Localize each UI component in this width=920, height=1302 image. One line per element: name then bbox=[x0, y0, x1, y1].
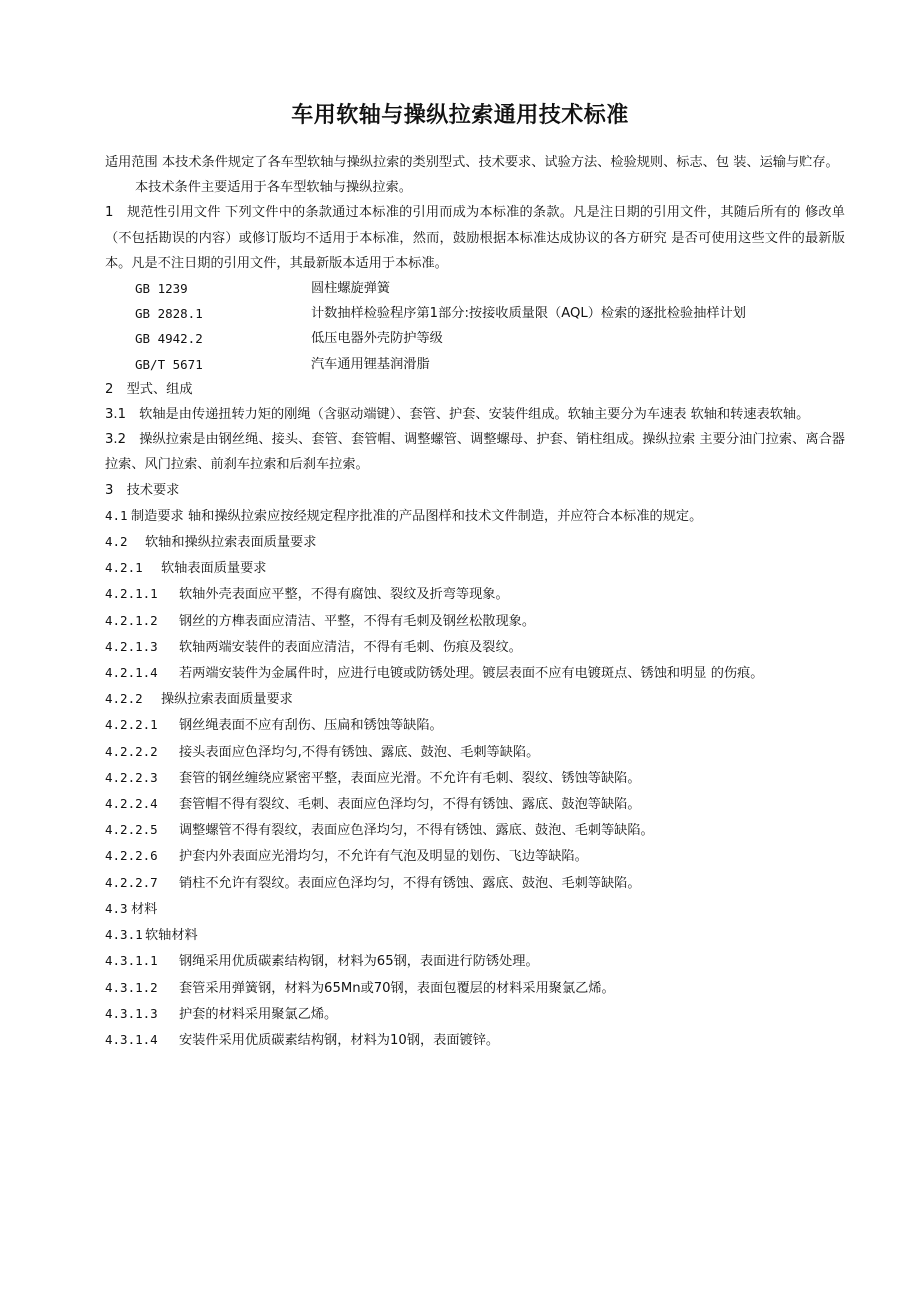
scope-applicability: 本技术条件主要适用于各车型软轴与操纵拉索。 bbox=[135, 180, 412, 196]
scope-paragraph: 适用范围 本技术条件规定了各车型软轴与操纵拉索的类别型式、技术要求、试验方法、检验规则、标志、包 装、运输与贮存。 bbox=[105, 155, 839, 170]
clause-line bbox=[105, 896, 845, 922]
clause-number: 4.2.1.3 bbox=[105, 638, 158, 654]
reference-code: GB/T 5671 bbox=[135, 356, 203, 372]
clause-3-2: 3.2 操纵拉索是由钢丝绳、接头、套管、套管帽、调整螺管、调整螺母、护套、销柱组成。操纵拉索 主要分油门拉索、离合器拉索、风门拉索、前刹车拉索和后刹车拉索。 bbox=[105, 432, 845, 473]
clause-number: 4.1 bbox=[105, 507, 128, 523]
clause-line bbox=[105, 843, 845, 869]
clause-number: 4.3 bbox=[105, 900, 128, 916]
clause-line bbox=[105, 555, 845, 581]
reference-row bbox=[105, 301, 845, 326]
clause-number: 4.3.1.4 bbox=[105, 1031, 158, 1047]
clause-number: 4.2.2.1 bbox=[105, 717, 158, 733]
clause-line bbox=[105, 634, 845, 660]
reference-code: GB 2828.1 bbox=[135, 306, 203, 322]
clause-number: 4.3.1 bbox=[105, 927, 143, 943]
clause-text: 钢丝绳表面不应有刮伤、压扁和锈蚀等缺陷。 bbox=[179, 718, 443, 734]
reference-name: 计数抽样检验程序第1部分:按接收质量限（AQL）检索的逐批检验抽样计划 bbox=[311, 306, 746, 322]
clause-number: 4.3.1.3 bbox=[105, 1005, 158, 1021]
clause-number: 4.2 bbox=[105, 534, 128, 550]
clause-3-1: 3.1 软轴是由传递扭转力矩的刚绳（含驱动端键）、套管、护套、安装件组成。软轴主要分为车速表 软轴和转速表软轴。 bbox=[105, 407, 810, 423]
clause-line bbox=[105, 660, 845, 686]
clause-line bbox=[105, 975, 845, 1001]
clause-text: 接头表面应色泽均匀,不得有锈蚀、露底、鼓泡、毛刺等缺陷。 bbox=[179, 744, 540, 760]
clause-number: 4.2.2.6 bbox=[105, 848, 158, 864]
clause-line bbox=[105, 1027, 845, 1053]
clause-text: 销柱不允许有裂纹。表面应色泽均匀，不得有锈蚀、露底、鼓泡、毛刺等缺陷。 bbox=[179, 875, 641, 891]
clause-number: 4.2.1.2 bbox=[105, 612, 158, 628]
clause-number: 4.2.2.7 bbox=[105, 874, 158, 890]
reference-name: 圆柱螺旋弹簧 bbox=[311, 281, 391, 297]
clause-line bbox=[105, 739, 845, 765]
reference-row bbox=[105, 352, 845, 377]
clause-text: 软轴材料 bbox=[145, 928, 198, 944]
clause-line bbox=[105, 870, 845, 896]
clause-number: 4.2.1 bbox=[105, 560, 143, 576]
clause-text: 若两端安装件为金属件时，应进行电镀或防锈处理。镀层表面不应有电镀斑点、锈蚀和明显 的伤痕。 bbox=[179, 666, 764, 682]
reference-name: 低压电器外壳防护等级 bbox=[311, 331, 443, 347]
clause-text: 套管采用弹簧钢，材料为65Mn或70钢，表面包覆层的材料采用聚氯乙烯。 bbox=[179, 980, 615, 996]
clause-line bbox=[105, 1001, 845, 1027]
clause-line bbox=[105, 817, 845, 843]
reference-name: 汽车通用锂基润滑脂 bbox=[311, 356, 430, 372]
clause-number: 4.2.2.3 bbox=[105, 769, 158, 785]
clause-text: 材料 bbox=[131, 901, 158, 917]
clause-number: 4.2.2 bbox=[105, 691, 143, 707]
clause-number: 4.2.2.4 bbox=[105, 796, 158, 812]
clause-line bbox=[105, 608, 845, 634]
clause-text: 钢丝的方榫表面应清洁、平整，不得有毛刺及钢丝松散现象。 bbox=[179, 613, 536, 629]
clause-text: 护套内外表面应光滑均匀，不允许有气泡及明显的划伤、飞边等缺陷。 bbox=[179, 849, 588, 865]
clause-line bbox=[105, 529, 845, 555]
clause-line bbox=[105, 791, 845, 817]
clause-list bbox=[105, 503, 845, 1053]
clause-text: 安装件采用优质碳素结构钢，材料为10钢，表面镀锌。 bbox=[179, 1032, 500, 1048]
clause-number: 4.2.1.1 bbox=[105, 586, 158, 602]
clause-text: 调整螺管不得有裂纹，表面应色泽均匀，不得有锈蚀、露底、鼓泡、毛刺等缺陷。 bbox=[179, 823, 654, 839]
section-2-heading: 2 型式、组成 bbox=[105, 381, 193, 397]
clause-text: 操纵拉索表面质量要求 bbox=[161, 692, 293, 708]
page-title: 车用软轴与操纵拉索通用技术标准 bbox=[291, 103, 629, 128]
clause-text: 护套的材料采用聚氯乙烯。 bbox=[179, 1006, 338, 1022]
clause-line bbox=[105, 503, 845, 529]
clause-text: 钢绳采用优质碳素结构钢，材料为65钢，表面进行防锈处理。 bbox=[179, 954, 539, 970]
clause-text: 制造要求 轴和操纵拉索应按经规定程序批准的产品图样和技术文件制造，并应符合本标准的规定。 bbox=[131, 508, 703, 524]
clause-number: 4.2.2.5 bbox=[105, 822, 158, 838]
clause-number: 4.2.2.2 bbox=[105, 743, 158, 759]
clause-line bbox=[105, 581, 845, 607]
reference-code: GB 1239 bbox=[135, 281, 188, 297]
clause-text: 软轴和操纵拉索表面质量要求 bbox=[145, 535, 317, 551]
reference-row bbox=[105, 326, 845, 351]
clause-number: 4.3.1.2 bbox=[105, 979, 158, 995]
section-1-paragraph: 1 规范性引用文件 下列文件中的条款通过本标准的引用而成为本标准的条款。凡是注日期的引用文件，其随后所有的 修改单（不包括勘误的内容）或修订版均不适用于本标准，然而，鼓励根据本标准达成协议的各方研究 是否可使用这些文件的最新版本。凡是不注日期的引用文件，其最新版本适用于本标准。 bbox=[105, 205, 845, 271]
document-body bbox=[105, 150, 845, 1053]
clause-number: 4.2.1.4 bbox=[105, 665, 158, 681]
clause-line bbox=[105, 686, 845, 712]
clause-line bbox=[105, 712, 845, 738]
clause-text: 套管的钢丝缠绕应紧密平整，表面应光滑。不允许有毛刺、裂纹、锈蚀等缺陷。 bbox=[179, 770, 641, 786]
clause-text: 软轴两端安装件的表面应清洁，不得有毛刺、伤痕及裂纹。 bbox=[179, 639, 522, 655]
clause-line bbox=[105, 765, 845, 791]
reference-row bbox=[105, 276, 845, 301]
clause-text: 套管帽不得有裂纹、毛刺、表面应色泽均匀，不得有锈蚀、露底、鼓泡等缺陷。 bbox=[179, 797, 641, 813]
clause-number: 4.3.1.1 bbox=[105, 953, 158, 969]
clause-text: 软轴外壳表面应平整，不得有腐蚀、裂纹及折弯等现象。 bbox=[179, 587, 509, 603]
clause-line bbox=[105, 948, 845, 974]
clause-text: 软轴表面质量要求 bbox=[161, 561, 267, 577]
section-3-heading: 3 技术要求 bbox=[105, 482, 180, 498]
reference-code: GB 4942.2 bbox=[135, 331, 203, 347]
clause-line bbox=[105, 922, 845, 948]
